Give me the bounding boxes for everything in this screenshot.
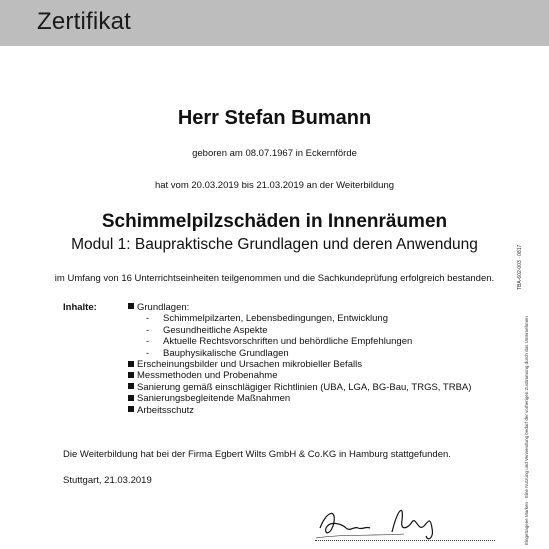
certificate-title: Zertifikat — [37, 8, 132, 35]
list-item: Grundlagen: — [128, 302, 471, 313]
contents-list — [128, 302, 471, 416]
bullet-icon — [128, 406, 134, 412]
organizer-line: Die Weiterbildung hat bei der Firma Egbert Wilts GmbH & Co.KG in Hamburg stattgefunden. — [63, 449, 451, 460]
list-item: Sanierung gemäß einschlägiger Richtlinien (UBA, LGA, BG-Bau, TRGS, TRBA) — [128, 382, 471, 393]
sub-list-item: - Gesundheitliche Aspekte — [146, 324, 268, 336]
bullet-icon — [128, 383, 134, 389]
bullet-icon — [128, 361, 134, 367]
trademark-notice: Eingetragene Marken · Eine Nutzung und Verwendung bedarf der vorherigen Zustimmung durch das Unternehmen — [524, 316, 529, 545]
list-item: Arbeitsschutz — [128, 405, 471, 416]
bullet-icon — [128, 372, 134, 378]
bullet-icon — [128, 395, 134, 401]
birth-line: geboren am 08.07.1967 in Eckernförde — [192, 148, 357, 159]
course-module: Modul 1: Baupraktische Grundlagen und deren Anwendung — [71, 236, 478, 253]
signature-image — [312, 498, 452, 544]
list-item: Sanierungsbegleitende Maßnahmen — [128, 393, 471, 404]
sub-list-item: - Aktuelle Rechtsvorschriften und behördliche Empfehlungen — [146, 336, 413, 348]
contents-label: Inhalte: — [63, 302, 97, 313]
list-item: Messmethoden und Probenahme — [128, 370, 471, 381]
list-item: Erscheinungsbilder und Ursachen mikrobieller Befalls — [128, 359, 471, 370]
header-banner — [0, 0, 549, 46]
bullet-icon — [128, 303, 134, 309]
course-title: Schimmelpilzschäden in Innenräumen — [101, 211, 448, 232]
recipient-name: Herr Stefan Bumann — [177, 107, 372, 129]
course-scope: im Umfang von 16 Unterrichtseinheiten teilgenommen und die Sachkundeprüfung erfolgreich bestanden. — [54, 273, 495, 284]
sub-list-item: - Bauphysikalische Grundlagen — [146, 347, 289, 359]
attendance-line: hat vom 20.03.2019 bis 21.03.2019 an der Weiterbildung — [154, 180, 395, 191]
sub-list-item: - Schimmelpilzarten, Lebensbedingungen, Entwicklung — [146, 313, 388, 325]
signature-line — [315, 540, 495, 541]
place-date: Stuttgart, 21.03.2019 — [63, 475, 152, 486]
document-code: TBA-602-003 · 0817 — [517, 244, 523, 290]
